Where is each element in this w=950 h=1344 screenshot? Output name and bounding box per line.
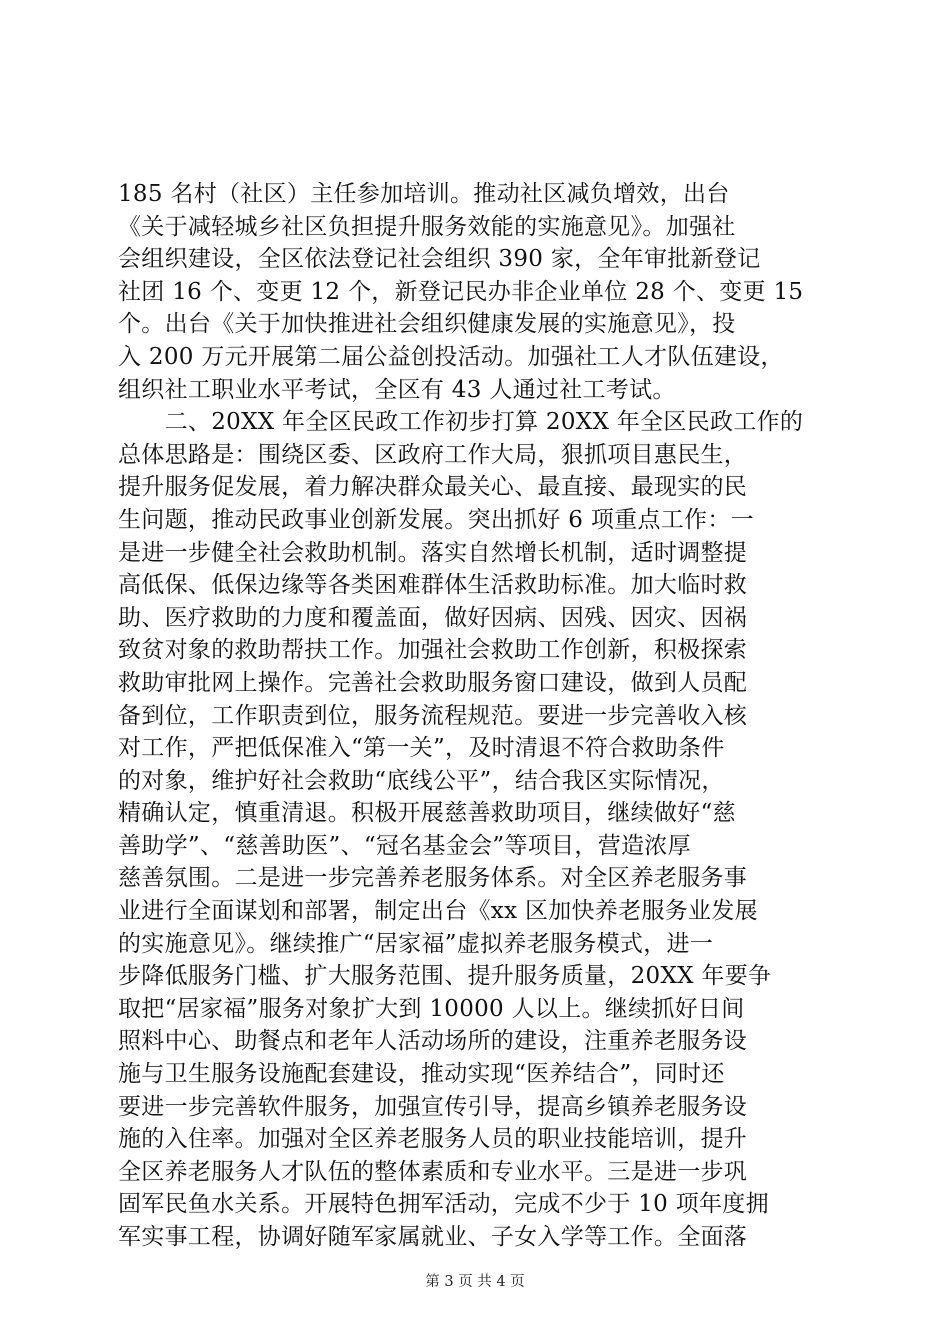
text-line: 固军民鱼水关系。开展特色拥军活动，完成不少于 10 项年度拥 <box>118 1191 769 1218</box>
text-line: 社团 16 个、变更 12 个，新登记民办非企业单位 28 个、变更 15 <box>118 278 804 305</box>
text-line: 军实事工程，协调好随军家属就业、子女入学等工作。全面落 <box>118 1224 748 1250</box>
text-line: 施的入住率。加强对全区养老服务人员的职业技能培训，提升 <box>118 1126 748 1153</box>
text-line: 对工作，严把低保准入“第一关”，及时清退不符合救助条件 <box>118 735 725 762</box>
text-line: 入 200 万元开展第二届公益创投活动。加强社工人才队伍建设， <box>118 343 784 370</box>
text-line: 《关于减轻城乡社区负担提升服务效能的实施意见》。加强社 <box>118 213 736 240</box>
page-footer: 第 3 页 共 4 页 <box>425 1274 525 1290</box>
text-line: 致贫对象的救助帮扶工作。加强社会救助工作创新，积极探索 <box>118 637 748 664</box>
text-line: 助、医疗救助的力度和覆盖面，做好因病、因残、因灾、因祸 <box>118 604 748 631</box>
text-line: 救助审批网上操作。完善社会救助服务窗口建设，做到人员配 <box>118 669 748 696</box>
text-line: 的对象，维护好社会救助“底线公平”，结合我区实际情况， <box>118 767 725 794</box>
text-line: 提升服务促发展，着力解决群众最关心、最直接、最现实的民 <box>118 474 748 501</box>
text-line: 生问题，推动民政事业创新发展。突出抓好 6 项重点工作：一 <box>118 506 754 533</box>
text-line: 精确认定，慎重清退。积极开展慈善救助项目，继续做好“慈 <box>118 800 736 827</box>
text-line: 照料中心、助餐点和老年人活动场所的建设，注重养老服务设 <box>118 1028 748 1055</box>
text-line: 业进行全面谋划和部署，制定出台《xx 区加快养老服务业发展 <box>118 898 758 925</box>
body-text <box>118 178 838 1254</box>
text-line: 的实施意见》。继续推广“居家福”虚拟养老服务模式，进一 <box>118 930 714 957</box>
text-line: 个。出台《关于加快推进社会组织健康发展的实施意见》，投 <box>118 311 736 338</box>
text-line: 全区养老服务人才队伍的整体素质和专业水平。三是进一步巩 <box>118 1158 748 1185</box>
text-line: 慈善氛围。二是进一步完善养老服务体系。对全区养老服务事 <box>118 865 748 892</box>
text-line: 二、20XX 年全区民政工作初步打算 20XX 年全区民政工作的 <box>118 409 804 436</box>
text-line: 步降低服务门槛、扩大服务范围、提升服务质量，20XX 年要争 <box>118 963 772 990</box>
text-line: 是进一步健全社会救助机制。落实自然增长机制，适时调整提 <box>118 539 748 566</box>
text-line: 总体思路是：围绕区委、区政府工作大局，狠抓项目惠民生， <box>118 441 748 468</box>
text-line: 取把“居家福”服务对象扩大到 10000 人以上。继续抓好日间 <box>118 995 745 1022</box>
text-line: 高低保、低保边缘等各类困难群体生活救助标准。加大临时救 <box>118 572 748 599</box>
text-line: 组织社工职业水平考试，全区有 43 人通过社工考试。 <box>118 376 676 403</box>
text-line: 备到位，工作职责到位，服务流程规范。要进一步完善收入核 <box>118 702 748 729</box>
text-line: 善助学”、“慈善助医”、“冠名基金会”等项目，营造浓厚 <box>118 832 691 859</box>
text-line: 施与卫生服务设施配套建设，推动实现“医养结合”，同时还 <box>118 1061 725 1088</box>
text-line: 185 名村（社区）主任参加培训。推动社区减负增效，出台 <box>118 181 730 207</box>
text-line: 会组织建设，全区依法登记社会组织 390 家，全年审批新登记 <box>118 246 761 273</box>
text-line: 要进一步完善软件服务，加强宣传引导，提高乡镇养老服务设 <box>118 1093 748 1120</box>
